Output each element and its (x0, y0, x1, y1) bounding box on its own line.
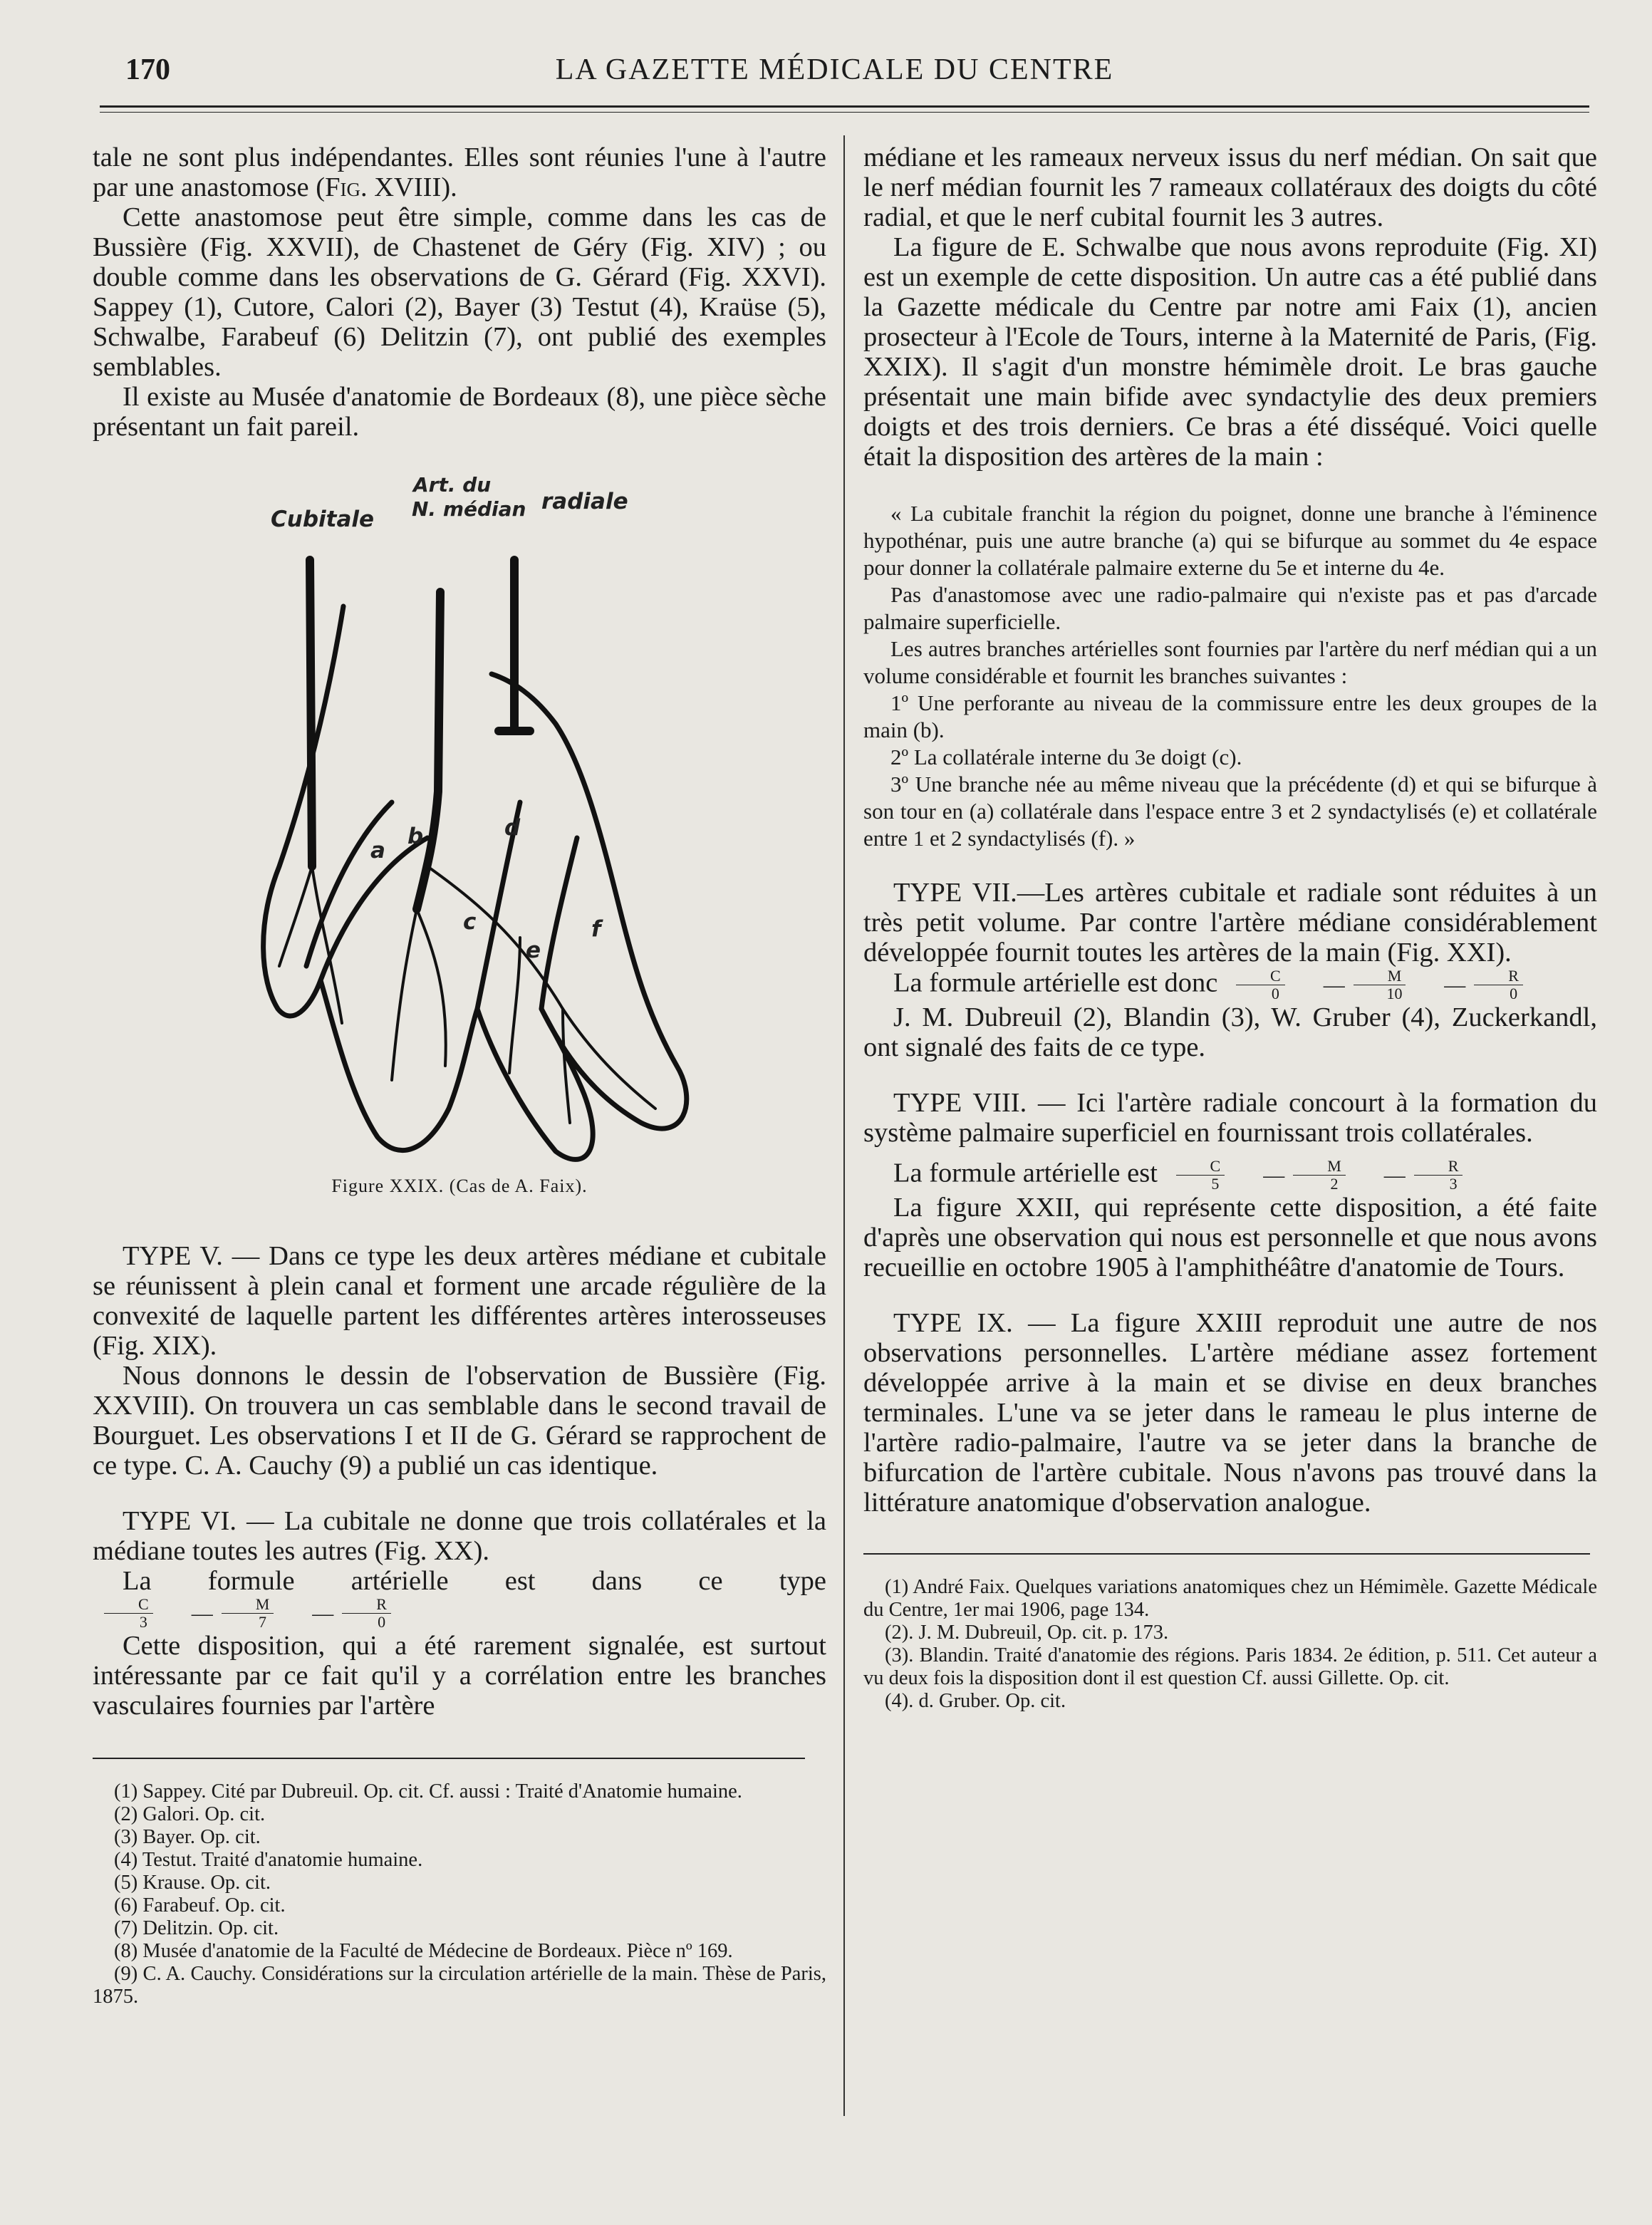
page-number: 170 (125, 53, 170, 86)
paragraph-formula: La formule artérielle est dans ce type $\frac{C}{3}$ — $\frac{M}{7}$ — $\frac{R}{0}$ (93, 1566, 826, 1631)
paragraph: La figure de E. Schwalbe que nous avons reproduite (Fig. XI) est un exemple de cette disposition. Un autre cas a été publié dans la Gazette médicale du Centre par notre ami Faix (1), ancien prosecteur à l'Ecole de Tours, interne à la Maternité de Paris, (Fig. XXIX). Il s'agit d'un monstre hémimèle droit. Le bras gauche présentait une main bifide avec syndactylie des deux premiers doigts et des trois derniers. Ce bras a été disséqué. Voici quelle était la disposition des artères de la main : (863, 232, 1597, 472)
label-radiale: radiale (541, 489, 628, 514)
footnote: (9) C. A. Cauchy. Considérations sur la circulation artérielle de la main. Thèse de Paris, 1875. (93, 1963, 826, 2008)
left-column (93, 142, 826, 2008)
footnote: (6) Farabeuf. Op. cit. (114, 1894, 286, 1917)
running-header (88, 53, 1581, 95)
footnote: (3) Bayer. Op. cit. (114, 1826, 261, 1848)
footnote: (8) Musée d'anatomie de la Faculté de Médecine de Bordeaux. Pièce nº 169. (114, 1940, 733, 1962)
label-d: d (504, 815, 521, 841)
paragraph: La figure XXII, qui représente cette disposition, a été faite d'après une observation qui nous est personnelle et que nous avons recueillie en octobre 1905 à l'amphithéâtre d'anatomie de Tours. (863, 1193, 1597, 1282)
footnote: (5) Krause. Op. cit. (114, 1872, 271, 1894)
paragraph-formula: La formule artérielle est donc $\frac{C}{0}$ — $\frac{M}{10}$ — $\frac{R}{0}$ (863, 968, 1597, 1002)
spacer (863, 472, 1597, 500)
paragraph-type-vii: TYPE VII.—Les artères cubitale et radiale sont réduites à un très petit volume. Par contre l'artère médiane considérablement développée fournit toutes les artères de la main (Fig. XXI). (863, 878, 1597, 968)
footnote-rule (93, 1758, 805, 1759)
footnote: (1) André Faix. Quelques variations anatomiques chez un Hémimèle. Gazette Médicale du Centre, 1er mai 1906, page 134. (863, 1576, 1597, 1621)
quote-paragraph: 3º Une branche née au même niveau que la précédente (d) et qui se bifurque à son tour en (a) collatérale dans l'espace entre 3 et 2 syndactylisés (e) et collatérale entre 1 et 2 syndactylisés (f). » (863, 772, 1597, 851)
paragraph-type-ix: TYPE IX. — La figure XXIII reproduit une autre de nos observations personnelles. L'artère médiane assez fortement développée arrive à la main et se divise en deux branches terminales. L'une va se jeter dans le rameau le plus interne de l'artère radio-palmaire, l'autre va se jeter dans la branche de bifurcation de l'artère cubitale. Nous n'avons pas trouvé dans la littérature anatomique d'observation analogue. (863, 1308, 1597, 1518)
paragraph: Nous donnons le dessin de l'observation de Bussière (Fig. XXVIII). On trouvera un cas semblable dans le second travail de Bourguet. Les observations I et II de G. Gérard se rapprochent de ce type. C. A. Cauchy (9) a publié un cas identique. (93, 1361, 826, 1480)
right-column (863, 142, 1597, 1713)
quote-paragraph: « La cubitale franchit la région du poignet, donne une branche à l'éminence hypothénar, puis une autre branche (a) qui se bifurque au sommet du 4e espace pour donner la collatérale palmaire externe du 5e et interne du 4e. (863, 501, 1597, 580)
paragraph-type-v: TYPE V. — Dans ce type les deux artères médiane et cubitale se réunissent à plein canal et forment une arcade régulière de la convexité de laquelle partent les différentes artères interosseuses (Fig. XIX). (93, 1241, 826, 1361)
label-f: f (591, 916, 601, 942)
paragraph-type-vi: TYPE VI. — La cubitale ne donne que trois collatérales et la médiane toutes les autres (Fig. XX). (93, 1506, 826, 1566)
footnotes-left (93, 1780, 826, 2008)
label-c: c (463, 909, 477, 935)
paragraph-formula: La formule artérielle est $\frac{C}{5}$ — $\frac{M}{2}$ — $\frac{R}{3}$ (863, 1158, 1597, 1193)
label-e: e (526, 938, 541, 963)
footnote: (7) Delitzin. Op. cit. (114, 1917, 279, 1939)
label-art-du: Art. du (413, 473, 492, 497)
footnotes-right (863, 1576, 1597, 1713)
footnote: (4) Testut. Traité d'anatomie humaine. (114, 1849, 423, 1871)
label-b: b (407, 824, 424, 849)
arterial-formula: $\frac{C}{0}$ — $\frac{M}{10}$ — $\frac{R}{0}$ (1236, 968, 1523, 1002)
column-divider (843, 135, 845, 2116)
quote-paragraph: 2º La collatérale interne du 3e doigt (c). (890, 745, 1242, 769)
arterial-formula: $\frac{C}{3}$ — $\frac{M}{7}$ — $\frac{R}{0}$ (104, 1596, 391, 1631)
label-a: a (370, 838, 385, 863)
label-cubitale: Cubitale (271, 507, 375, 532)
journal-title: LA GAZETTE MÉDICALE DU CENTRE (555, 53, 1114, 86)
paragraph: médiane et les rameaux nerveux issus du nerf médian. On sait que le nerf médian fournit les 7 rameaux collatéraux des doigts du côté radial, et que le nerf cubital fournit les 3 autres. (863, 142, 1597, 232)
paragraph: Cette anastomose peut être simple, comme dans les cas de Bussière (Fig. XXVII), de Chastenet de Géry (Fig. XIV) ; ou double comme dans les observations de G. Gérard (Fig. XXVI). Sappey (1), Cutore, Calori (2), Bayer (3) Testut (4), Kraüse (5), Schwalbe, Farabeuf (6) Delitzin (7), ont publié des exemples semblables. (93, 202, 826, 382)
hand-drawing (93, 467, 826, 1166)
paragraph: Cette disposition, qui a été rarement signalée, est surtout intéressante par ce fait qu'il y a corrélation entre les branches vasculaires fournies par l'artère (93, 1631, 826, 1721)
paragraph: tale ne sont plus indépendantes. Elles sont réunies l'une à l'autre par une anastomose (Fig. XVIII). (93, 142, 826, 202)
label-n-median: N. médian (412, 497, 526, 521)
footnote: (4). d. Gruber. Op. cit. (885, 1690, 1066, 1712)
footnote: (1) Sappey. Cité par Dubreuil. Op. cit. Cf. aussi : Traité d'Anatomie humaine. (114, 1780, 742, 1803)
figure-xxix (93, 467, 826, 1215)
quote-paragraph: Les autres branches artérielles sont fournies par l'artère du nerf médian qui a un volume considérable et fournit les branches suivantes : (863, 636, 1597, 688)
footnote: (2). J. M. Dubreuil, Op. cit. p. 173. (885, 1622, 1169, 1644)
quote-paragraph: 1º Une perforante au niveau de la commissure entre les deux groupes de la main (b). (863, 690, 1597, 742)
paragraph-type-viii: TYPE VIII. — Ici l'artère radiale concourt à la formation du système palmaire superficiel en fournissant trois collatérales. (863, 1088, 1597, 1148)
paragraph: J. M. Dubreuil (2), Blandin (3), W. Gruber (4), Zuckerkandl, ont signalé des faits de ce type. (863, 1002, 1597, 1062)
arterial-formula: $\frac{C}{5}$ — $\frac{M}{2}$ — $\frac{R}{3}$ (1176, 1158, 1463, 1193)
footnote-rule (863, 1553, 1590, 1555)
footnote: (2) Galori. Op. cit. (114, 1803, 266, 1825)
paragraph: Il existe au Musée d'anatomie de Bordeaux (8), une pièce sèche présentant un fait pareil. (93, 382, 826, 442)
quote-paragraph: Pas d'anastomose avec une radio-palmaire qui n'existe pas et pas d'arcade palmaire superficielle. (863, 582, 1597, 634)
footnote: (3). Blandin. Traité d'anatomie des régions. Paris 1834. 2e édition, p. 511. Cet auteur a vu deux fois la disposition dont il est question Cf. aussi Gillette. Op. cit. (863, 1644, 1597, 1689)
header-rule (100, 105, 1589, 113)
figure-caption: Figure XXIX. (Cas de A. Faix). (331, 1176, 588, 1196)
